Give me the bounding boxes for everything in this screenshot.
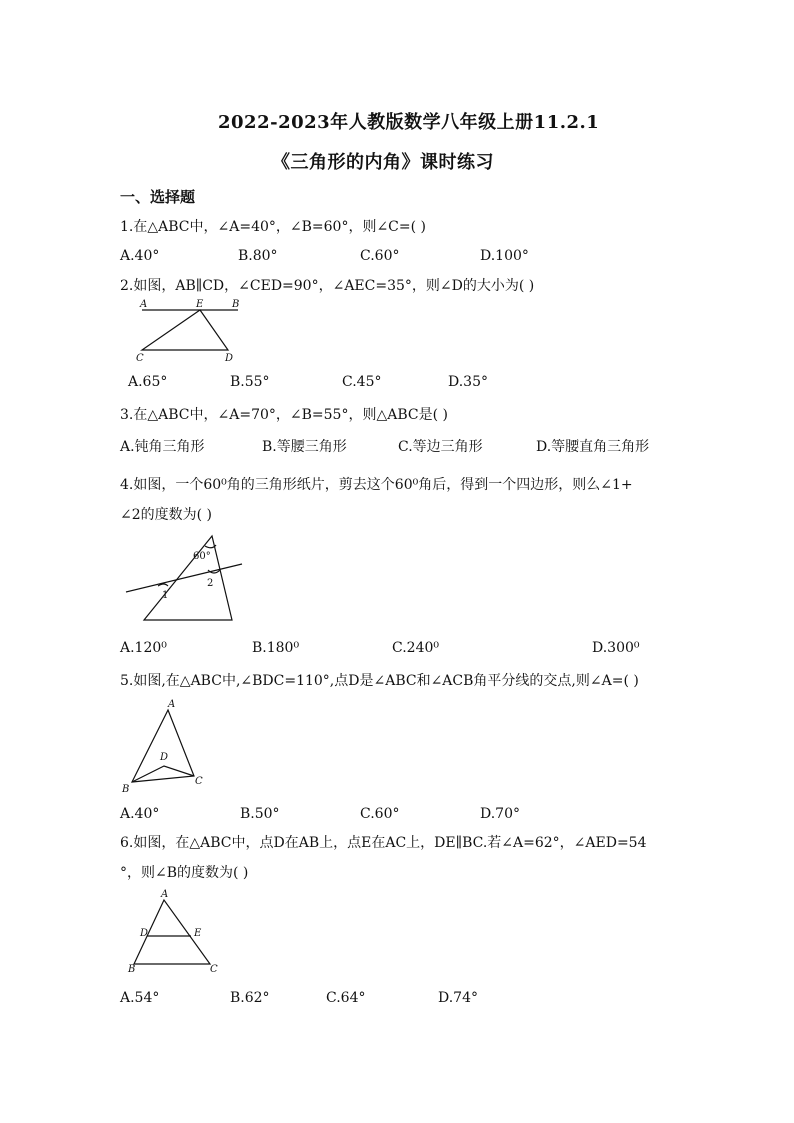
label-d: D: [225, 353, 234, 364]
label-b: B: [128, 964, 136, 975]
question-1-option-d: D.100°: [480, 248, 529, 264]
question-2-option-a: A.65°: [128, 374, 168, 390]
question-1-option-a: A.40°: [120, 248, 160, 264]
question-1-option-b: B.80°: [238, 248, 278, 264]
question-3-stem: 3.在△ABC中，∠A=70°，∠B=55°，则△ABC是( ): [120, 407, 448, 423]
label-e: E: [196, 299, 204, 310]
label-d: D: [140, 928, 149, 939]
question-3-option-d: D.等腰直角三角形: [536, 439, 650, 455]
question-3-option-c: C.等边三角形: [398, 439, 483, 455]
question-5-option-a: A.40°: [120, 806, 160, 822]
label-60-degrees: 60°: [193, 551, 211, 562]
question-6-stem-line-1: 6.如图，在△ABC中，点D在AB上，点E在AC上，DE∥BC.若∠A=62°，∠AED=54: [120, 835, 647, 851]
question-6-option-a: A.54°: [120, 990, 160, 1006]
triangle-abc: [132, 710, 194, 782]
question-5-stem: 5.如图,在△ABC中,∠BDC=110°,点D是∠ABC和∠ACB角平分线的交点,则∠A=( ): [120, 673, 639, 689]
question-4-option-c: C.240⁰: [392, 640, 439, 656]
label-e: E: [194, 928, 202, 939]
question-2-option-b: B.55°: [230, 374, 270, 390]
document-title-line-1: 2022-2023年人教版数学八年级上册11.2.1: [218, 112, 600, 133]
question-5-option-c: C.60°: [360, 806, 400, 822]
label-c: C: [195, 776, 203, 787]
question-4-option-b: B.180⁰: [252, 640, 300, 656]
question-6-stem-line-2: °，则∠B的度数为( ): [120, 865, 249, 881]
question-5-option-b: B.50°: [240, 806, 280, 822]
question-4-stem-line-2: ∠2的度数为( ): [120, 507, 213, 523]
section-heading: 一、选择题: [120, 188, 196, 206]
label-a: A: [140, 299, 148, 310]
label-a: A: [161, 889, 169, 900]
label-b: B: [232, 299, 240, 310]
document-title-line-2: 《三角形的内角》课时练习: [272, 152, 494, 173]
label-d: D: [160, 752, 169, 763]
question-4-option-a: A.120⁰: [120, 640, 167, 656]
question-4-stem-line-1: 4.如图，一个60⁰角的三角形纸片，剪去这个60⁰角后，得到一个四边形，则么∠1+: [120, 477, 633, 493]
question-1-option-c: C.60°: [360, 248, 400, 264]
question-6-figure: [124, 888, 224, 978]
question-5-option-d: D.70°: [480, 806, 520, 822]
question-6-option-b: B.62°: [230, 990, 270, 1006]
question-4-figure: [122, 530, 252, 624]
label-c: C: [136, 353, 144, 364]
question-2-figure: [130, 298, 250, 368]
label-c: C: [210, 964, 218, 975]
question-5-figure: [118, 696, 218, 796]
label-b: B: [122, 784, 130, 795]
question-3-option-a: A.钝角三角形: [120, 439, 205, 455]
question-3-option-b: B.等腰三角形: [262, 439, 347, 455]
question-2-stem: 2.如图，AB∥CD，∠CED=90°，∠AEC=35°，则∠D的大小为( ): [120, 278, 535, 294]
label-a: A: [168, 699, 176, 710]
question-1-stem: 1.在△ABC中，∠A=40°，∠B=60°，则∠C=( ): [120, 219, 426, 235]
label-angle-2: 2: [207, 578, 214, 589]
triangle-ecd: [142, 310, 228, 350]
question-4-option-d: D.300⁰: [592, 640, 640, 656]
triangle-paper: [144, 536, 232, 620]
question-6-option-c: C.64°: [326, 990, 366, 1006]
question-6-option-d: D.74°: [438, 990, 478, 1006]
question-2-option-d: D.35°: [448, 374, 488, 390]
question-2-option-c: C.45°: [342, 374, 382, 390]
label-angle-1: 1: [162, 590, 169, 601]
